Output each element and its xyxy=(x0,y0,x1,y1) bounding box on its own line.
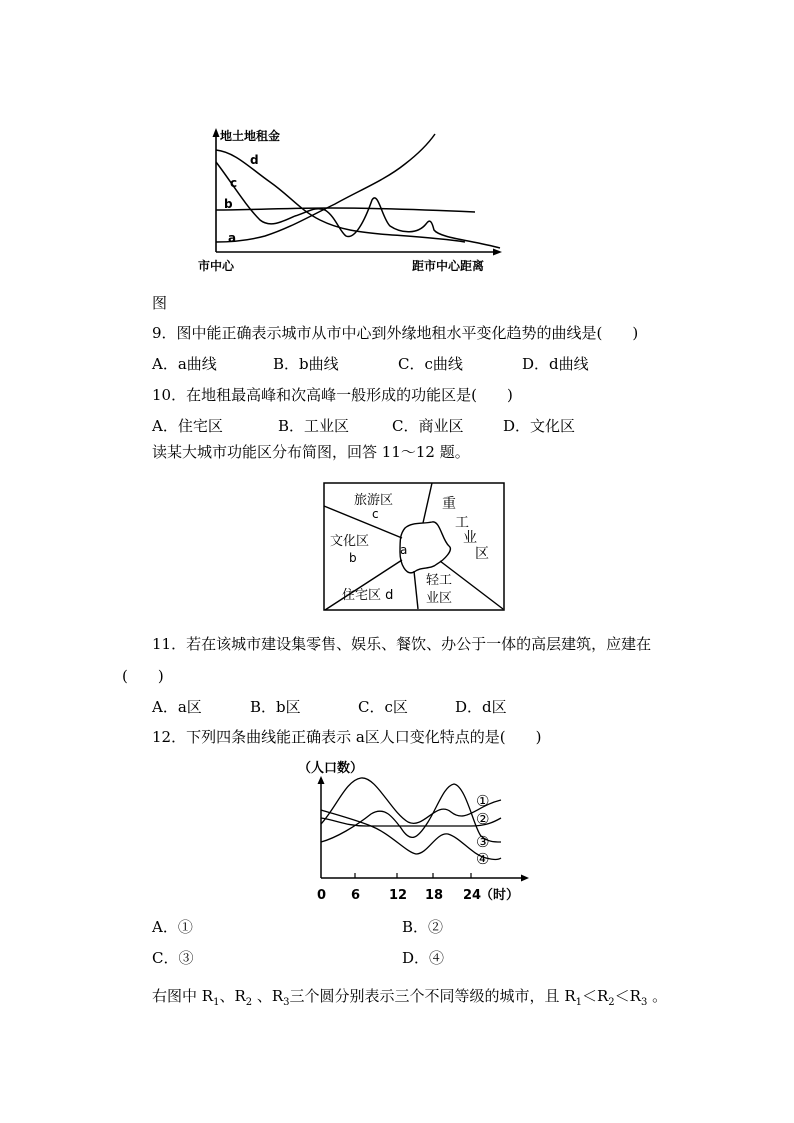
subscript: 1 xyxy=(213,997,220,1008)
zone-light-industry-2: 业区 xyxy=(426,591,453,606)
q10-option-b[interactable]: B．工业区 xyxy=(278,417,350,435)
zone-tourism-letter: c xyxy=(372,507,379,521)
closing-text: 。 xyxy=(647,987,668,1005)
question-10-stem: 10．在地租最高峰和次高峰一般形成的功能区是( ) xyxy=(152,386,513,404)
land-rent-figure xyxy=(190,120,520,280)
zone-residential: 住宅区 d xyxy=(342,588,394,603)
q9-option-d[interactable]: D．d曲线 xyxy=(522,355,589,373)
y-axis-label: （人口数） xyxy=(298,761,364,776)
curve-label-4: ④ xyxy=(476,850,490,868)
x-axis-arrow xyxy=(521,875,529,882)
intro-11-12: 读某大城市功能区分布简图，回答 11～12 题。 xyxy=(152,443,470,461)
curve-label-b: b xyxy=(224,197,233,211)
curve-c xyxy=(216,162,500,248)
q11-option-b[interactable]: B．b区 xyxy=(250,698,301,716)
subscript: 2 xyxy=(245,997,253,1008)
closing-text: 、R xyxy=(219,987,246,1005)
zone-culture: 文化区 xyxy=(330,534,370,549)
curve-3 xyxy=(321,784,501,842)
curve-b xyxy=(216,208,475,212)
x-axis-arrow xyxy=(493,249,502,256)
curve-label-c: c xyxy=(230,176,238,190)
closing-text: ＜R xyxy=(614,987,641,1005)
subscript: 1 xyxy=(575,997,582,1008)
q11-option-a[interactable]: A．a区 xyxy=(152,698,202,716)
curve-label-d: d xyxy=(250,153,259,167)
x-tick-label: 6 xyxy=(351,888,361,903)
curve-label-1: ① xyxy=(476,792,490,810)
curve-a xyxy=(216,134,435,242)
zone-light-industry-1: 轻工 xyxy=(426,573,453,588)
zone-tourism: 旅游区 xyxy=(354,493,394,508)
zone-culture-letter: b xyxy=(349,551,357,565)
city-zones-figure xyxy=(322,480,508,614)
curve-label-3: ③ xyxy=(476,833,490,851)
q12-option-b[interactable]: B．② xyxy=(402,918,444,936)
closing-text: ＜R xyxy=(582,987,609,1005)
q12-option-d[interactable]: D．④ xyxy=(402,949,445,967)
curve-label-a: a xyxy=(228,231,237,245)
curve-label-2: ② xyxy=(476,810,490,828)
x-unit-label: （时） xyxy=(480,888,520,903)
y-axis-arrow xyxy=(318,776,325,784)
q10-option-d[interactable]: D．文化区 xyxy=(503,417,576,435)
q10-option-a[interactable]: A．住宅区 xyxy=(152,417,223,435)
q11-option-c[interactable]: C．c区 xyxy=(358,698,408,716)
subscript: 3 xyxy=(283,997,290,1008)
subscript: 2 xyxy=(608,997,615,1008)
curve-1 xyxy=(321,778,501,824)
closing-text: 、R xyxy=(252,987,284,1005)
figure-caption: 图 xyxy=(152,294,168,312)
x-tick-label: 18 xyxy=(425,888,444,903)
zone-heavy-industry-4: 区 xyxy=(475,546,489,562)
q9-option-b[interactable]: B．b曲线 xyxy=(273,355,339,373)
q10-option-c[interactable]: C．商业区 xyxy=(392,417,464,435)
closing-text: 右图中 R xyxy=(152,987,214,1005)
x-axis-label: 距市中心距离 xyxy=(412,259,485,273)
q12-option-c[interactable]: C．③ xyxy=(152,949,194,967)
zone-heavy-industry-3: 业 xyxy=(463,530,477,546)
zone-center-letter: a xyxy=(400,543,408,557)
zone-heavy-industry-2: 工 xyxy=(455,515,469,531)
x-origin-label: 市中心 xyxy=(198,259,235,273)
q9-option-a[interactable]: A．a曲线 xyxy=(152,355,217,373)
question-11-stem: 11．若在该城市建设集零售、娱乐、餐饮、办公于一体的高层建筑，应建在 xyxy=(152,635,652,653)
x-tick-label: 12 xyxy=(389,888,408,903)
q9-option-c[interactable]: C．c曲线 xyxy=(398,355,463,373)
y-axis-arrow xyxy=(213,128,220,137)
curve-4 xyxy=(321,810,501,860)
y-axis-label: 地土地租金 xyxy=(220,129,281,143)
q11-option-d[interactable]: D．d区 xyxy=(455,698,507,716)
question-9-stem: 9．图中能正确表示城市从市中心到外缘地租水平变化趋势的曲线是( ) xyxy=(152,324,639,342)
closing-statement xyxy=(152,986,667,1013)
population-figure xyxy=(296,756,536,906)
x-tick-label: 0 xyxy=(317,888,327,903)
zone-heavy-industry-1: 重 xyxy=(442,496,456,512)
closing-text: 三个圆分别表示三个不同等级的城市，且 R xyxy=(289,987,576,1005)
x-tick-label: 24 xyxy=(463,888,482,903)
question-11-stem-continued: ( ) xyxy=(122,667,164,685)
subscript: 3 xyxy=(640,997,648,1008)
q12-option-a[interactable]: A．① xyxy=(152,918,193,936)
question-12-stem: 12．下列四条曲线能正确表示 a区人口变化特点的是( ) xyxy=(152,728,542,746)
